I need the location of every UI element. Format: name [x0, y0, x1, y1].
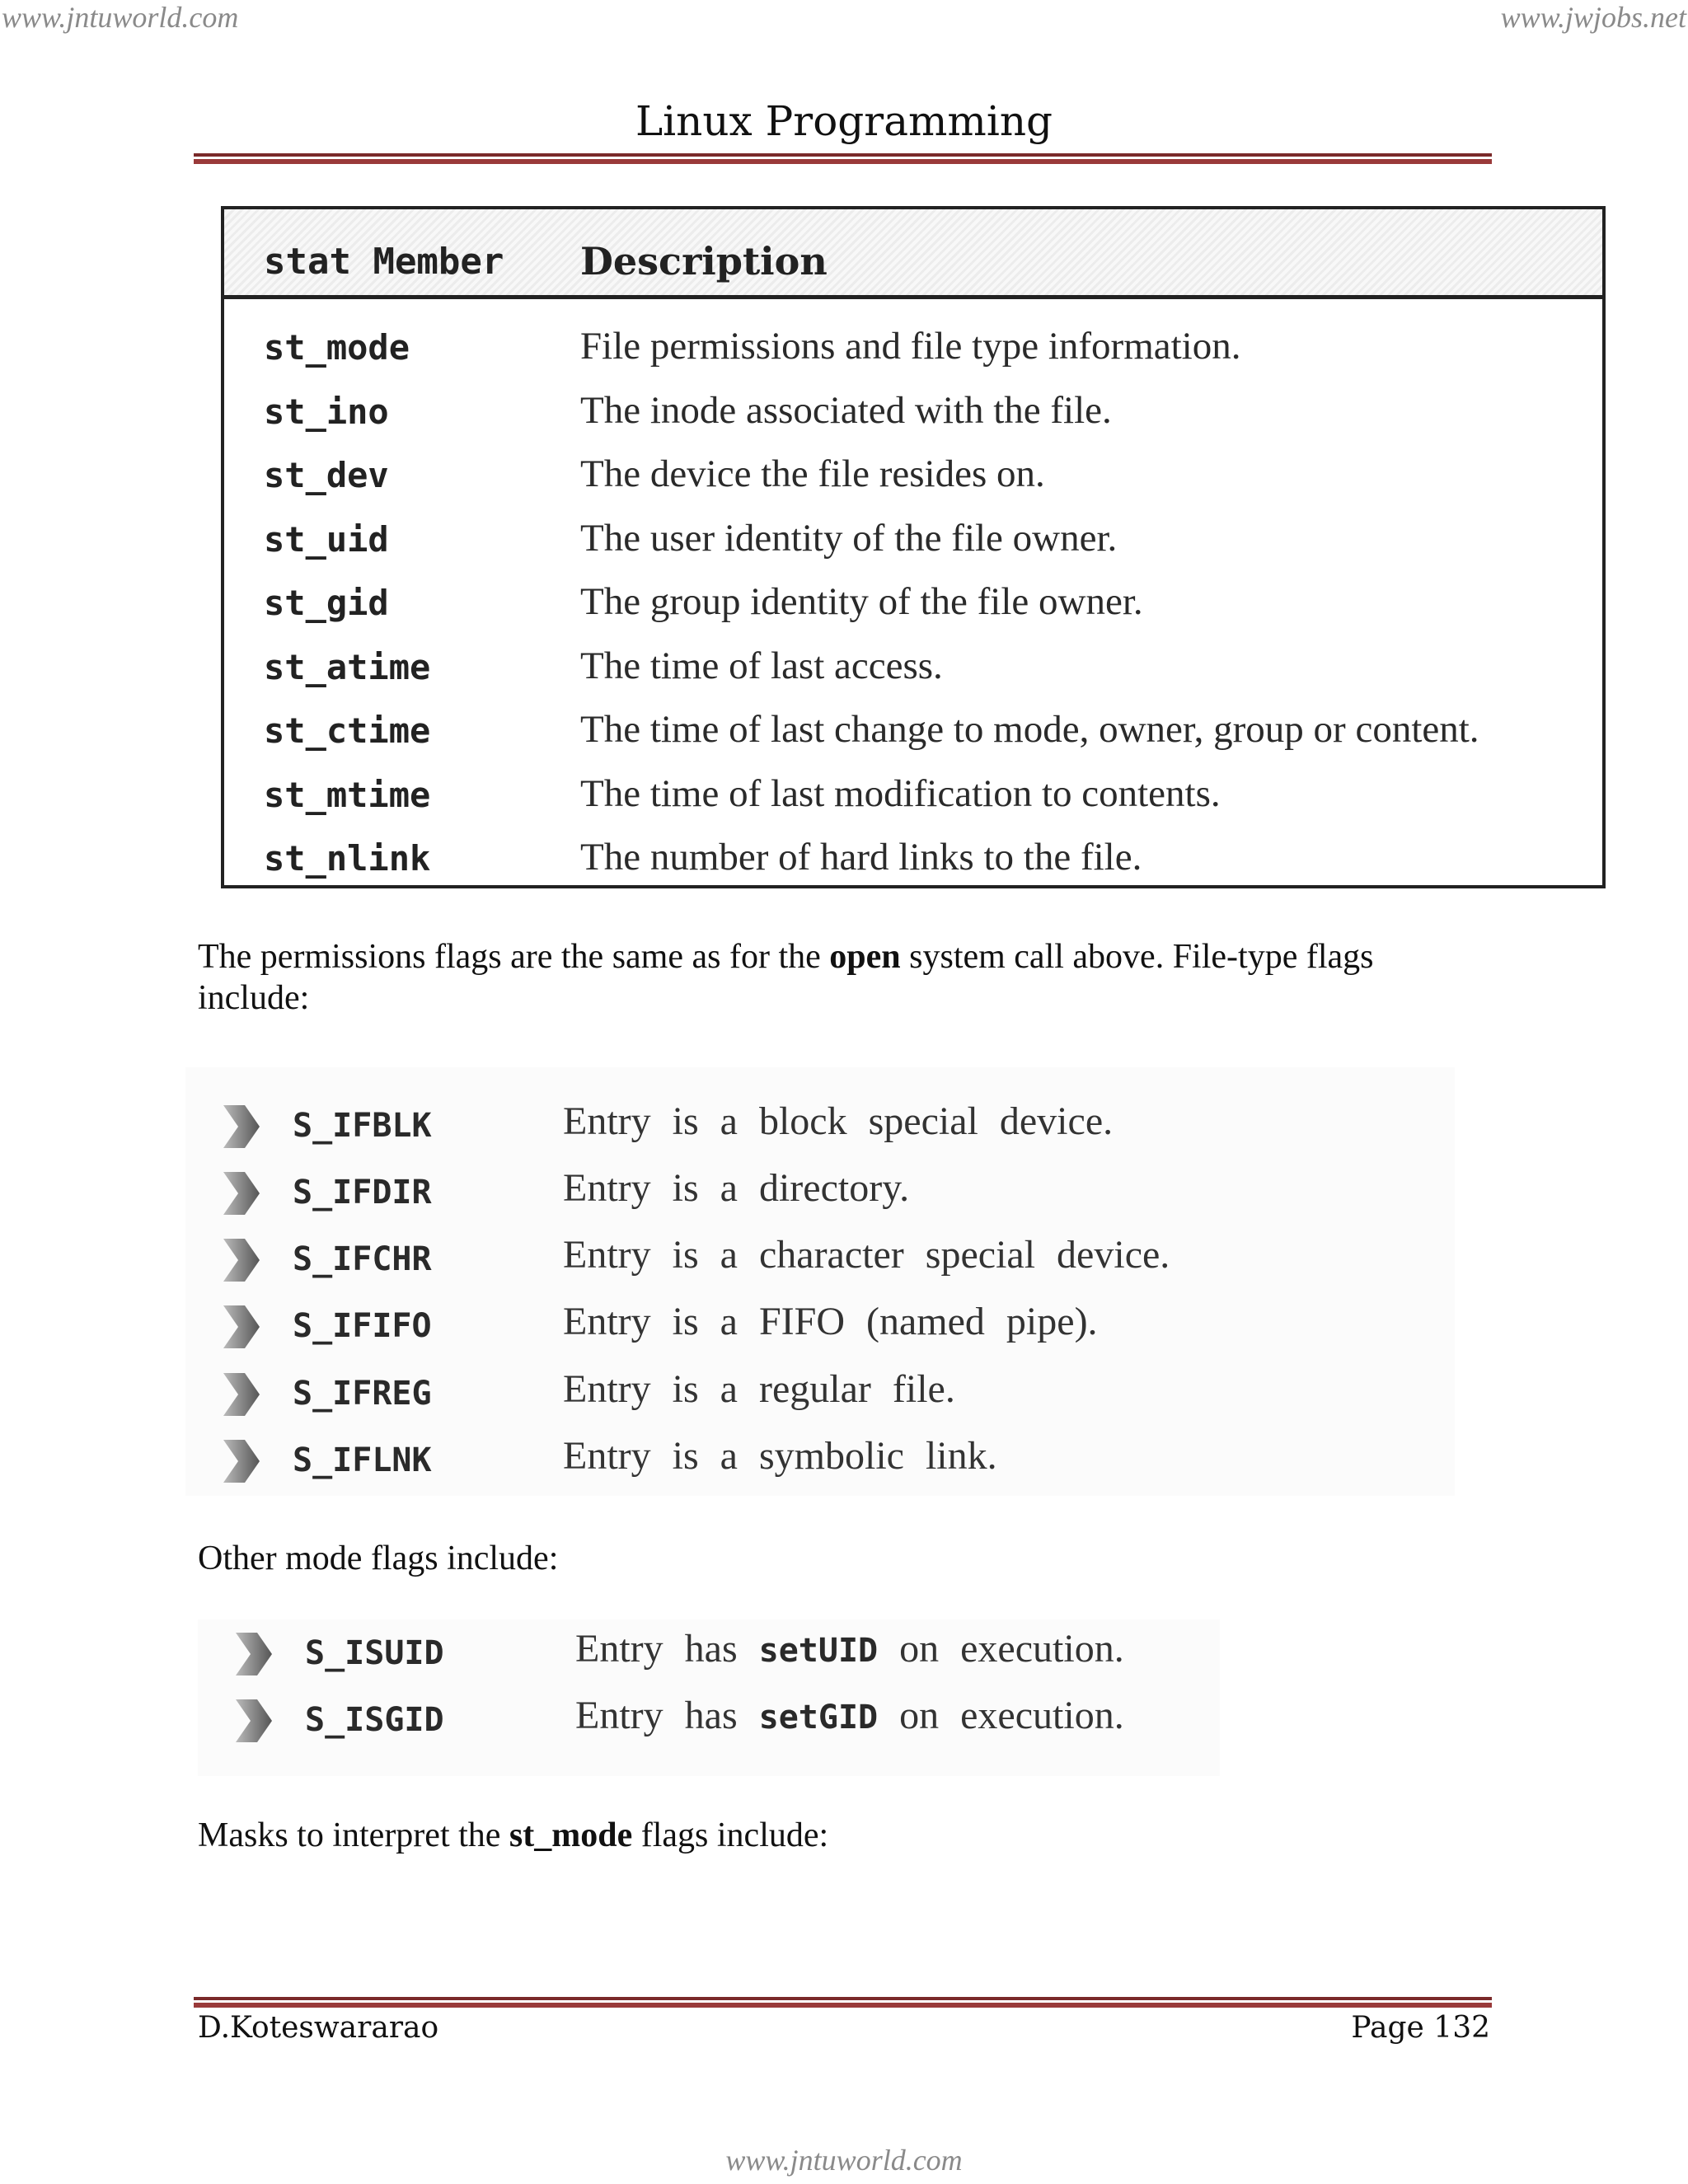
- flag-name: S_IFBLK: [293, 1107, 432, 1145]
- member-name: st_dev: [264, 455, 389, 495]
- member-name: st_uid: [264, 518, 389, 560]
- table-header: [224, 209, 1602, 299]
- text-span: Masks to interpret the: [198, 1816, 509, 1854]
- bold-keyword: open: [829, 938, 901, 976]
- flag-description: Entry is a FIFO (named pipe).: [563, 1300, 1098, 1343]
- watermark-top-right: www.jwjobs.net: [1500, 1, 1686, 34]
- text-span: on execution.: [878, 1627, 1124, 1671]
- flag-description: Entry is a regular file.: [563, 1367, 955, 1411]
- flag-name: S_IFREG: [293, 1375, 432, 1413]
- flag-name: S_IFIFO: [293, 1307, 432, 1345]
- list-item: [185, 1092, 1455, 1158]
- flag-description: Entry is a block special device.: [563, 1099, 1114, 1143]
- member-description: The time of last modification to contents.: [580, 771, 1221, 815]
- header-rule: [194, 153, 1492, 164]
- member-description: The time of last change to mode, owner, group or content.: [580, 708, 1479, 751]
- member-description: The number of hard links to the file.: [580, 836, 1142, 879]
- arrow-bullet-icon: [232, 1631, 274, 1677]
- table-row: [224, 447, 1602, 511]
- arrow-bullet-icon: [220, 1237, 261, 1283]
- page-title: Linux Programming: [635, 97, 1053, 145]
- flag-name: S_ISGID: [305, 1701, 444, 1739]
- flag-name: S_IFLNK: [293, 1441, 432, 1479]
- table-row: [224, 319, 1602, 383]
- flag-name: S_ISUID: [305, 1634, 444, 1672]
- member-description: File permissions and file type information.: [580, 325, 1241, 368]
- mode-flag-list: [198, 1619, 1220, 1776]
- text-span: system call above. File-type flags include:: [198, 938, 1374, 1017]
- table-row: [224, 830, 1602, 894]
- flag-description: [575, 1693, 1124, 1738]
- member-description: The time of last access.: [580, 644, 943, 687]
- list-item: [185, 1427, 1455, 1493]
- list-item: [185, 1159, 1455, 1225]
- flag-name: S_IFCHR: [293, 1240, 432, 1278]
- code-term: setUID: [758, 1632, 879, 1670]
- table-row: [224, 702, 1602, 766]
- watermark-bottom: www.jntuworld.com: [725, 2144, 963, 2177]
- stat-members-table: [221, 206, 1606, 888]
- table-row: [224, 511, 1602, 575]
- text-span: on execution.: [878, 1694, 1124, 1737]
- bold-keyword: st_mode: [509, 1816, 633, 1854]
- member-name: st_ino: [264, 391, 389, 432]
- text-span: Entry has: [575, 1694, 759, 1737]
- footer-author: D.Koteswararao: [198, 2011, 439, 2045]
- list-item: [198, 1619, 1220, 1685]
- list-item: [185, 1360, 1455, 1426]
- text-span: The permissions flags are the same as for the: [198, 938, 830, 976]
- member-name: st_nlink: [264, 838, 431, 879]
- filetype-flag-list: [185, 1067, 1455, 1496]
- watermark-top-left: www.jntuworld.com: [2, 1, 239, 34]
- paragraph-other-mode-flags: Other mode flags include:: [198, 1540, 559, 1577]
- flag-name: S_IFDIR: [293, 1174, 432, 1212]
- list-item: [185, 1226, 1455, 1291]
- table-row: [224, 639, 1602, 703]
- member-name: st_mtime: [264, 774, 431, 815]
- flag-description: [575, 1626, 1124, 1671]
- list-item: [198, 1686, 1220, 1752]
- arrow-bullet-icon: [220, 1438, 261, 1484]
- member-description: The user identity of the file owner.: [580, 516, 1118, 560]
- member-name: st_mode: [264, 327, 410, 368]
- flag-description: Entry is a directory.: [563, 1166, 910, 1210]
- column-header-description: Description: [580, 239, 828, 284]
- list-item: [185, 1292, 1455, 1358]
- arrow-bullet-icon: [220, 1371, 261, 1418]
- text-span: Entry has: [575, 1627, 759, 1671]
- paragraph-permissions: [198, 936, 1484, 1019]
- code-term: setGID: [758, 1699, 879, 1736]
- paragraph-masks: [198, 1815, 1484, 1856]
- text-span: flags include:: [632, 1816, 829, 1854]
- member-name: st_ctime: [264, 710, 431, 751]
- footer-page-number: Page 132: [1351, 2011, 1490, 2045]
- arrow-bullet-icon: [220, 1104, 261, 1150]
- member-name: st_gid: [264, 583, 389, 623]
- arrow-bullet-icon: [232, 1698, 274, 1744]
- member-name: st_atime: [264, 646, 431, 687]
- flag-description: Entry is a symbolic link.: [563, 1434, 997, 1478]
- member-description: The device the file resides on.: [580, 452, 1045, 495]
- flag-description: Entry is a character special device.: [563, 1233, 1170, 1277]
- member-description: The inode associated with the file.: [580, 388, 1112, 432]
- arrow-bullet-icon: [220, 1170, 261, 1216]
- column-header-member: stat Member: [264, 241, 504, 283]
- footer-rule: [194, 1997, 1492, 2008]
- table-row: [224, 383, 1602, 448]
- table-row: [224, 574, 1602, 639]
- member-description: The group identity of the file owner.: [580, 580, 1143, 623]
- arrow-bullet-icon: [220, 1304, 261, 1350]
- table-row: [224, 766, 1602, 831]
